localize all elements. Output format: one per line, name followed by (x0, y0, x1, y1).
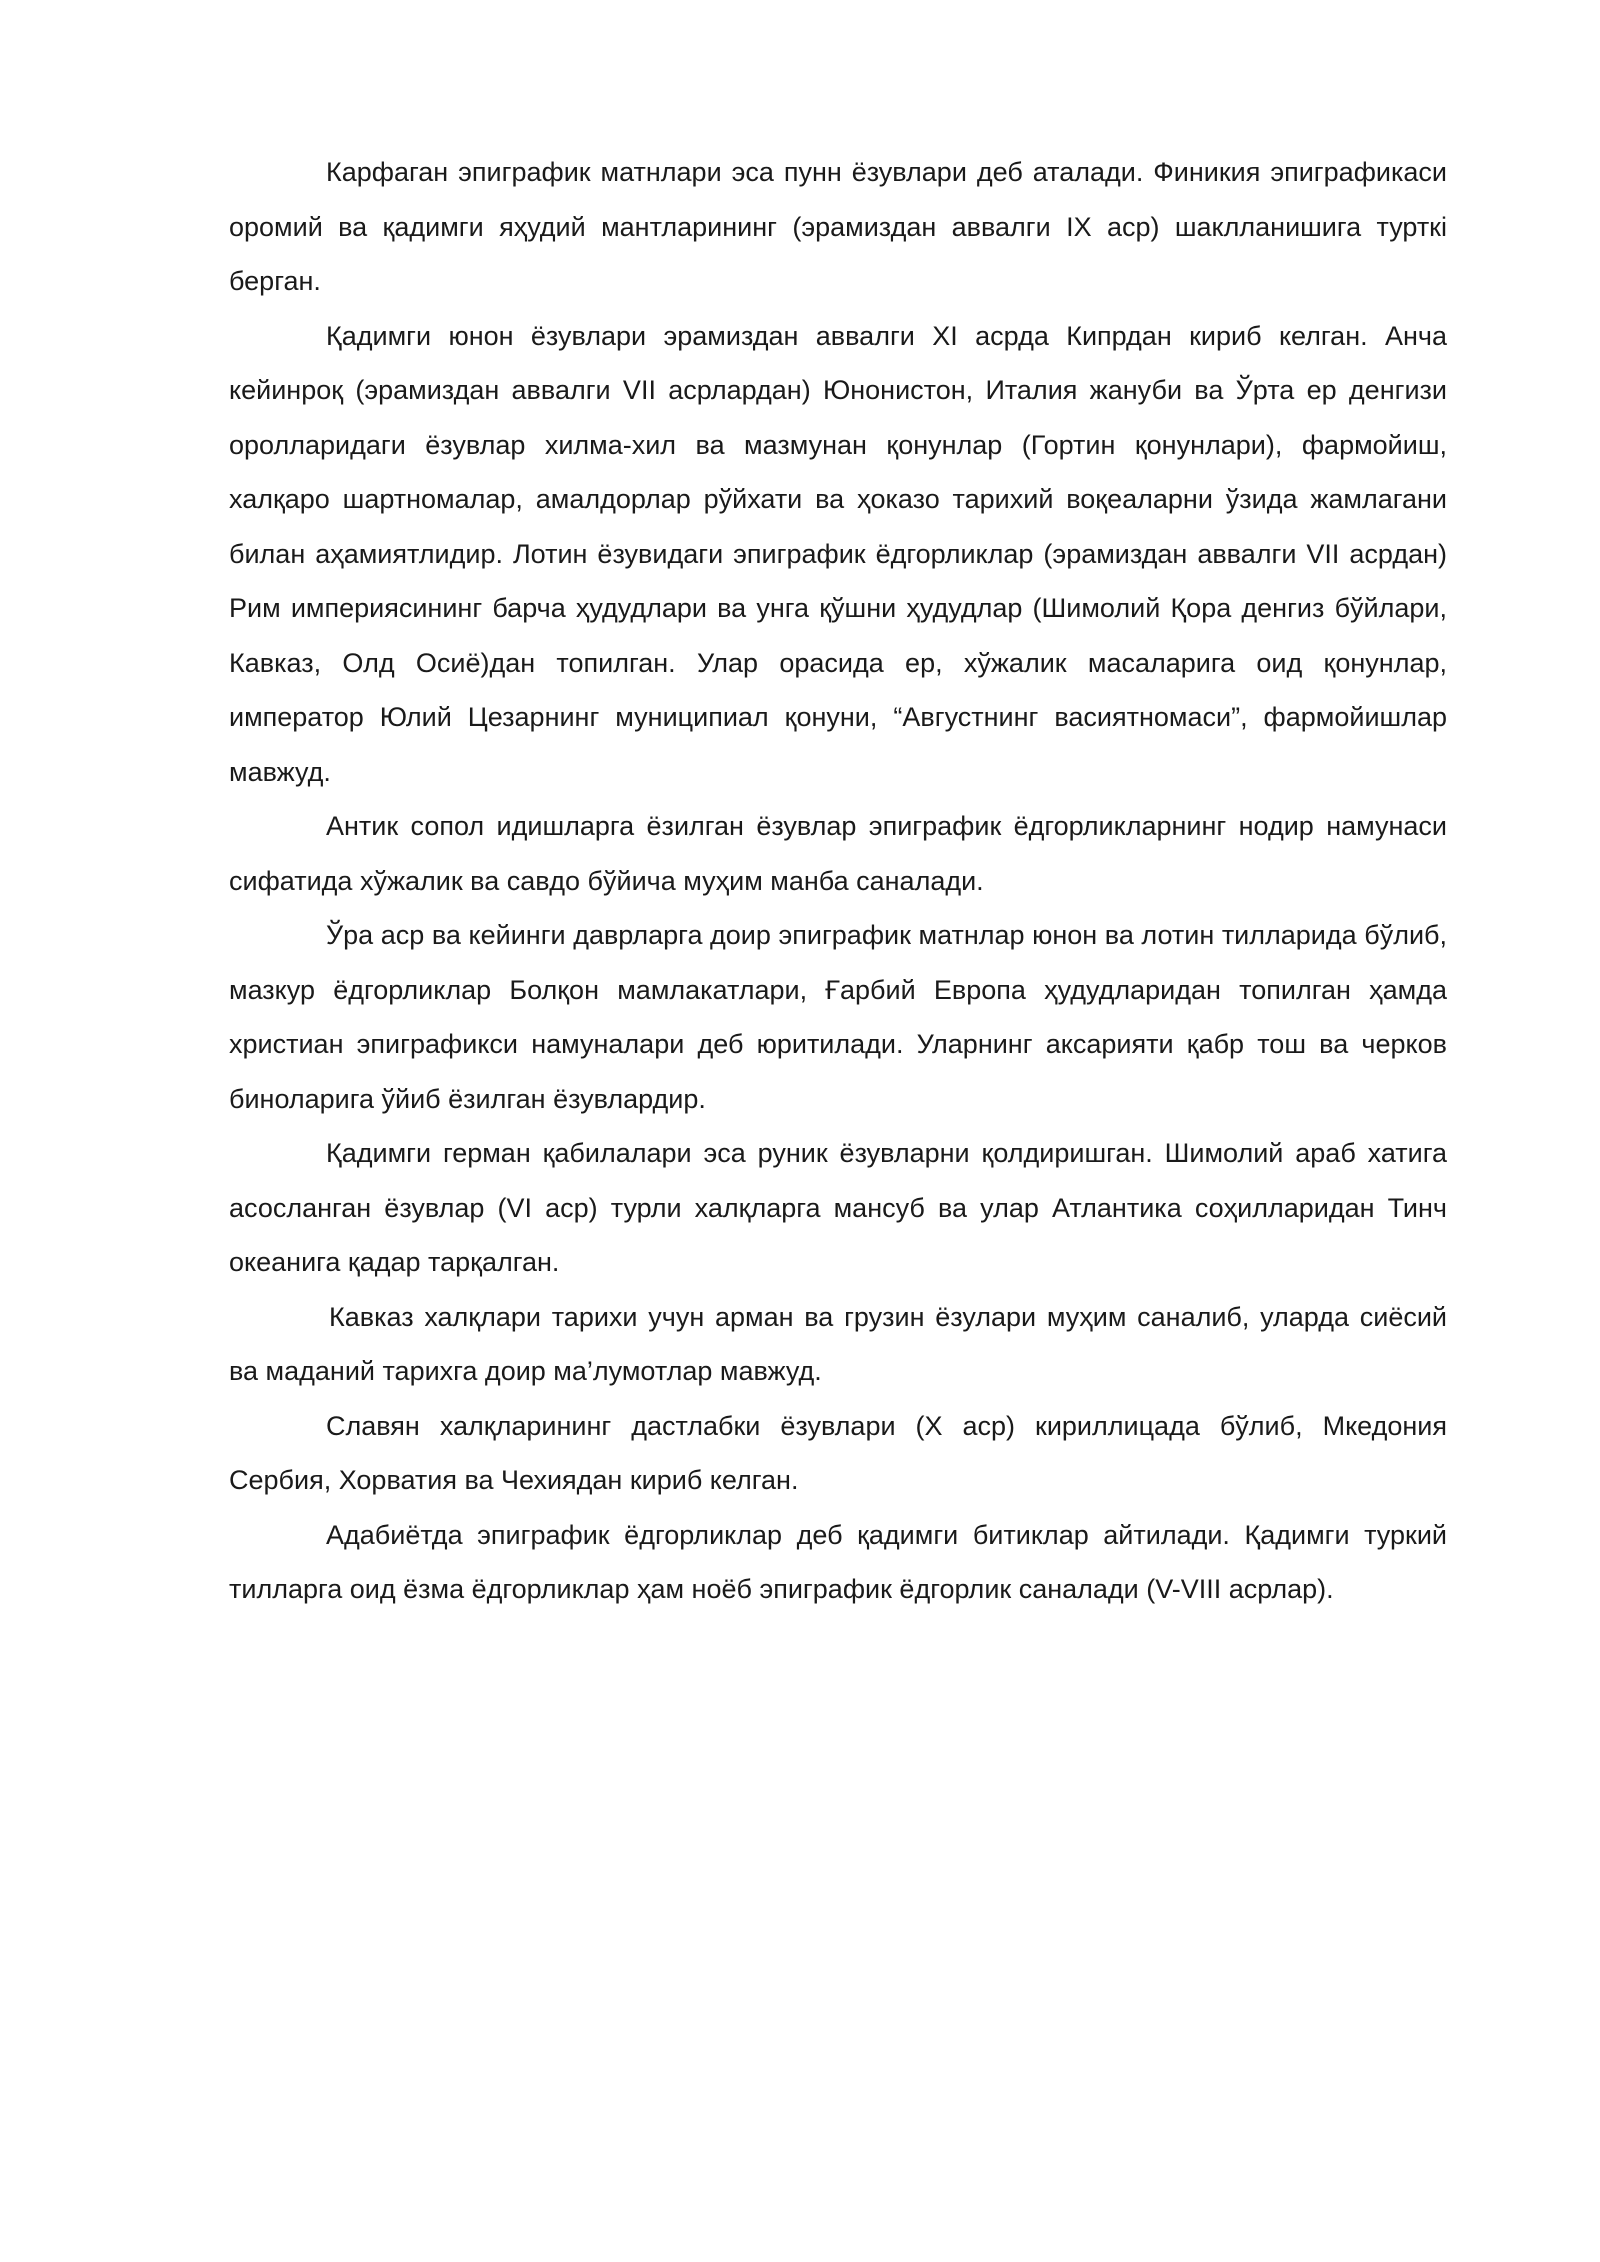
paragraph-2: Қадимги юнон ёзувлари эрамиздан аввалги XI асрда Кипрдан кириб келган. Анча кейинроқ (эрамиздан аввалги VII асрлардан) Юнонистон, Италия жануби ва Ўрта ер денгизи оролларидаги ёзувлар хилма-хил ва мазмунан қонунлар (Гортин қонунлари), фармойиш, халқаро шартномалар, амалдорлар рўйхати ва ҳоказо тарихий воқеаларни ўзида жамлагани билан аҳамиятлидир. Лотин ёзувидаги эпиграфик ёдгорликлар (эрамиздан аввалги VII асрдан) Рим империясининг барча ҳудудлари ва унга қўшни ҳудудлар (Шимолий Қора денгиз бўйлари, Кавказ, Олд Осиё)дан топилган. Улар орасида ер, хўжалик масаларига оид қонунлар, император Юлий Цезарнинг муниципиал қонуни, “Августнинг васиятномаси”, фармойишлар мавжуд. (229, 320, 1447, 787)
paragraph-1: Карфаган эпиграфик матнлари эса пунн ёзувлари деб аталади. Финикия эпиграфикаси оромий ва қадимги яҳудий мантларининг (эрамиздан аввалги IX аср) шаклланишига турткi берган. (229, 157, 1447, 296)
paragraph-8: Адабиётда эпиграфик ёдгорликлар деб қадимги битиклар айтилади. Қадимги туркий тилларга оид ёзма ёдгорликлар ҳам ноёб эпиграфик ёдгорлик саналади (V-VIII асрлар). (229, 1519, 1447, 1604)
paragraph-4: Ўра аср ва кейинги даврларга доир эпиграфик матнлар юнон ва лотин тилларида бўлиб, мазкур ёдгорликлар Болқон мамлакатлари, Ғарбий Европа ҳудудларидан топилган ҳамда христиан эпиграфикси намуналари деб юритилади. Уларнинг аксарияти қабр тош ва черков биноларига ўйиб ёзилган ёзувлардир. (229, 920, 1447, 1114)
document-body (229, 145, 1447, 1617)
paragraph-5: Қадимги герман қабилалари эса руник ёзувларни қолдиришган. Шимолий араб хатига асосланган ёзувлар (VI аср) турли халқларга мансуб ва улар Атлантика соҳилларидан Тинч океанига қадар тарқалган. (229, 1138, 1447, 1277)
paragraph-7: Славян халқларининг дастлабки ёзувлари (X аср) кириллицада бўлиб, Мкедония Сербия, Хорватия ва Чехиядан кириб келган. (229, 1410, 1447, 1495)
paragraph-6: Кавказ халқлари тарихи учун арман ва грузин ёзулари муҳим саналиб, уларда сиёсий ва маданий тарихга доир ма’лумотлар мавжуд. (229, 1301, 1447, 1386)
paragraph-3: Антик сопол идишларга ёзилган ёзувлар эпиграфик ёдгорликларнинг нодир намунаси сифатида хўжалик ва савдо бўйича муҳим манба саналади. (229, 811, 1447, 896)
